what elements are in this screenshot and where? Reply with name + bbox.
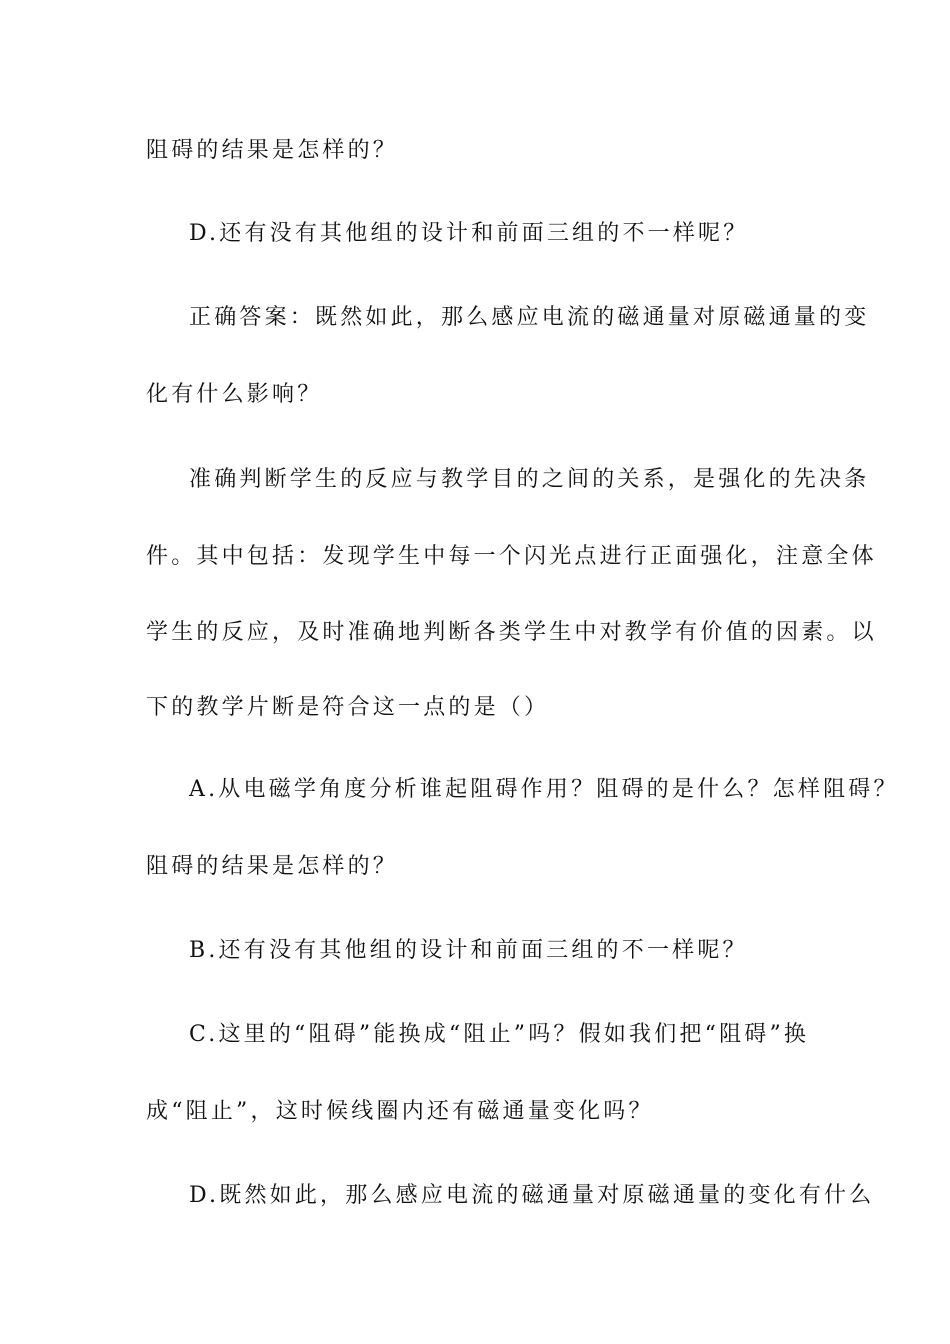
- option-d-line: D.既然如此，那么感应电流的磁通量对原磁通量的变化有什么: [189, 1183, 875, 1208]
- option-a-line-cont: 阻碍的结果是怎样的？: [146, 854, 399, 879]
- text-line: 阻碍的结果是怎样的？: [146, 138, 399, 163]
- paragraph-line: 准确判断学生的反应与教学目的之间的关系，是强化的先决条: [189, 467, 870, 492]
- answer-line: 正确答案：既然如此，那么感应电流的磁通量对原磁通量的变: [189, 305, 870, 330]
- option-d-line: D.还有没有其他组的设计和前面三组的不一样呢？: [189, 221, 749, 246]
- option-c-line-cont: 成“阻止”，这时候线圈内还有磁通量变化吗？: [146, 1099, 654, 1124]
- answer-line-cont: 化有什么影响？: [146, 382, 323, 407]
- option-a-line: A.从电磁学角度分析谁起阻碍作用？阻碍的是什么？怎样阻碍？: [189, 777, 899, 802]
- option-b-line: B.还有没有其他组的设计和前面三组的不一样呢？: [189, 938, 748, 963]
- option-c-line: C.这里的“阻碍”能换成“阻止”吗？假如我们把“阻碍”换: [189, 1022, 810, 1047]
- paragraph-line: 件。其中包括：发现学生中每一个闪光点进行正面强化，注意全体: [146, 544, 877, 569]
- question-line: 下的教学片断是符合这一点的是（）: [146, 695, 550, 720]
- paragraph-line: 学生的反应，及时准确地判断各类学生中对教学有价值的因素。以: [146, 620, 877, 645]
